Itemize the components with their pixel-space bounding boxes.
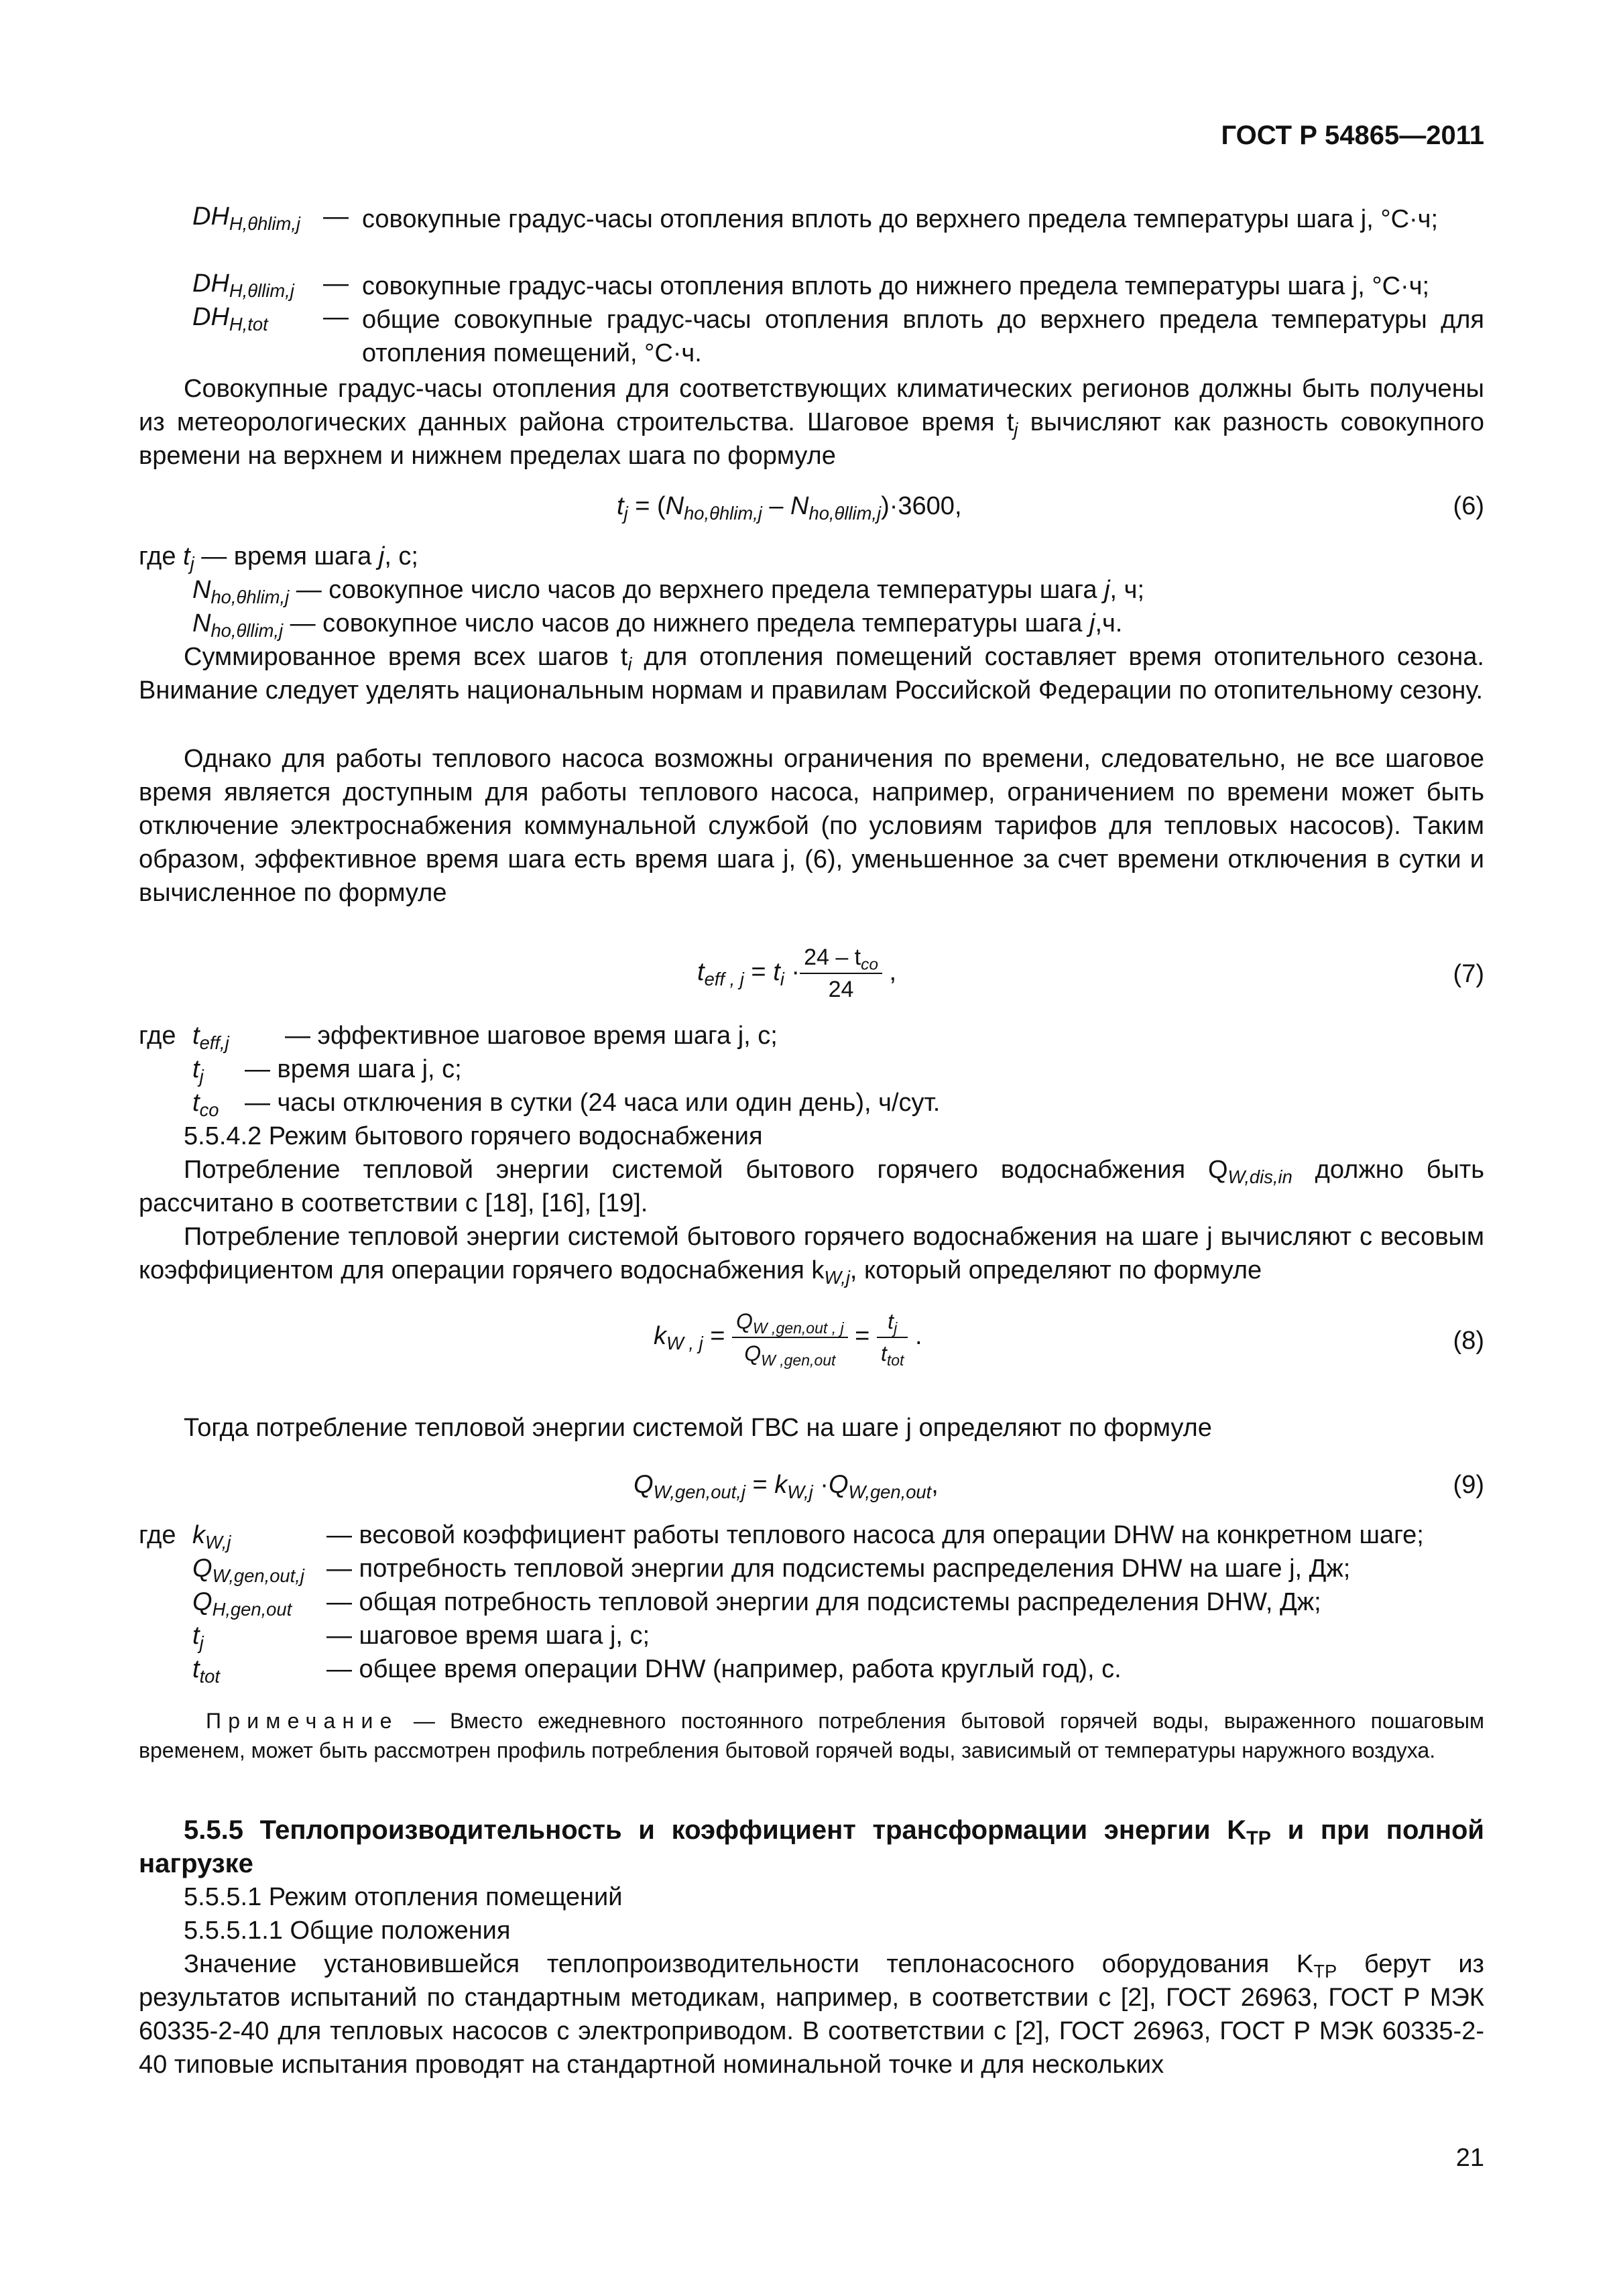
section-heading: 5.5.5 Теплопроизводительность и коэффициент трансформации энергии $K_{ТР}$ и при полной нагрузке <box>139 1815 1484 1878</box>
paragraph: Однако для работы теплового насоса возможны ограничения по времени, следовательно, не все шаговое время является доступным для работы теплового насоса, например, ограничением по времени может быть отключение электроснабжения коммунальной службой (по условиям тарифов для тепловых насосов). Таким образом, эффективное время шага есть время шага j, (6), уменьшенное за счет времени отключения в сутки и вычисленное по формуле <box>139 745 1484 907</box>
where-symbol: $t_j$ <box>192 1055 204 1087</box>
note: Примечание — Вместо ежедневного постоянного потребления бытовой горячей воды, выраженного пошаговым временем, может быть рассмотрен профиль потребления бытовой горячей воды, зависимый от температуры наружного воздуха. <box>139 1709 1484 1762</box>
document-header: ГОСТ Р 54865—2011 <box>1221 121 1484 150</box>
where-label: где <box>139 1022 176 1050</box>
where-text: — время шага j, с; <box>245 1055 462 1083</box>
where-symbol: $k_{W,j}$ <box>192 1521 231 1553</box>
equation-6: $t_j = (N_{ho,\theta hlim,j} - N_{ho,\theta llim,j})\cdot 3600$, <box>617 492 962 524</box>
where-label: где <box>139 1521 176 1549</box>
definition-dash: — <box>323 303 349 331</box>
paragraph: Потребление тепловой энергии системой бытового горячего водоснабжения на шаге j вычисляют с весовым коэффициентом для операции горячего водоснабжения $k_{W,j}$, который определяют по формуле <box>139 1223 1484 1288</box>
definition-text: совокупные градус-часы отопления вплоть до нижнего предела температуры шага j, °С·ч; <box>362 272 1430 300</box>
section-heading: 5.5.5.1 Режим отопления помещений <box>184 1883 623 1911</box>
where-line: $N_{ho,\theta hlim,j}$ — совокупное число часов до верхнего предела температуры шага j, ч; <box>192 576 1145 608</box>
where-text: — шаговое время шага j, с; <box>326 1622 650 1650</box>
paragraph: Совокупные градус-часы отопления для соответствующих климатических регионов должны быть получены из метеорологических данных района строительства. Шаговое время $t_j$ вычисляют как разность совокупного времени на верхнем и нижнем пределах шага по формуле <box>139 375 1485 470</box>
paragraph: Тогда потребление тепловой энергии системой ГВС на шаге j определяют по формуле <box>184 1414 1212 1442</box>
page-number: 21 <box>1455 2144 1484 2172</box>
equation-number: (8) <box>1453 1327 1484 1355</box>
where-symbol: $t_{tot}$ <box>192 1655 220 1687</box>
definition-symbol: $DH_{H,\theta hlim,j}$ <box>192 202 300 235</box>
where-line: где $t_j$ — время шага j, с; <box>139 542 418 575</box>
definition-symbol: $DH_{H,\theta llim,j}$ <box>192 269 294 302</box>
equation-number: (7) <box>1453 960 1484 988</box>
section-heading: 5.5.4.2 Режим бытового горячего водоснабжения <box>184 1122 763 1150</box>
equation-7: $t_{eff , j} = t_i$ · $\frac{24 - t_{co}}{24}$ , <box>697 942 896 1005</box>
note-label: Примечание <box>206 1709 399 1733</box>
where-text: — общая потребность тепловой энергии для подсистемы распределения DHW, Дж; <box>326 1588 1321 1616</box>
where-symbol: $Q_{W,gen,out,j}$ <box>192 1555 304 1587</box>
definition-symbol: $DH_{H,tot}$ <box>192 303 268 335</box>
fraction: $\frac{t_j}{t_{tot}}$ <box>877 1306 908 1369</box>
where-text: — весовой коэффициент работы теплового насоса для операции DHW на конкретном шаге; <box>326 1521 1424 1549</box>
definition-text: совокупные градус-часы отопления вплоть до верхнего предела температуры шага j, °С·ч; <box>362 205 1439 233</box>
where-line: $N_{ho,\theta llim,j}$ — совокупное число часов до нижнего предела температуры шага j,ч. <box>192 609 1123 642</box>
equation-9: $Q_{W,gen,out,j} = k_{W,j} \cdot Q_{W,gen,out}$, <box>634 1471 939 1503</box>
paragraph: Значение установившейся теплопроизводительности теплонасосного оборудования $K_{ТР}$ берут из результатов испытаний по стандартным методикам, например, в соответствии с [2], ГОСТ 26963, ГОСТ Р МЭК 60335-2-40 для тепловых насосов с электроприводом. В соответствии с [2], ГОСТ 26963, ГОСТ Р МЭК 60335-2-40 типовые испытания проводят на стандартной номинальной точке и для нескольких <box>139 1950 1484 2079</box>
section-heading: 5.5.5.1.1 Общие положения <box>184 1917 511 1945</box>
where-symbol: $t_{eff,j}$ <box>192 1022 229 1054</box>
paragraph: Суммированное время всех шагов $t_i$ для отопления помещений составляет время отопительного сезона. Внимание следует уделять национальным нормам и правилам Российской Федерации по отопительному сезону. <box>139 643 1484 705</box>
where-text: — общее время операции DHW (например, работа круглый год), с. <box>326 1655 1122 1683</box>
definition-text: общие совокупные градус-часы отопления вплоть до верхнего предела температуры для отопления помещений, °С·ч. <box>362 306 1484 367</box>
definition-dash: — <box>323 202 349 231</box>
equation-number: (9) <box>1453 1471 1484 1499</box>
where-symbol: $t_{co}$ <box>192 1089 219 1121</box>
fraction: $\frac{Q_{W ,gen,out , j}}{Q_{W ,gen,out}}$ <box>732 1306 848 1369</box>
where-symbol: $Q_{H,gen,out}$ <box>192 1588 292 1620</box>
where-text: — потребность тепловой энергии для подсистемы распределения DHW на шаге j, Дж; <box>326 1555 1351 1583</box>
where-text: — часы отключения в сутки (24 часа или один день), ч/сут. <box>245 1089 941 1117</box>
where-symbol: $t_j$ <box>192 1622 204 1654</box>
where-text: — эффективное шаговое время шага j, с; <box>285 1022 778 1050</box>
equation-number: (6) <box>1453 492 1484 520</box>
paragraph: Потребление тепловой энергии системой бытового горячего водоснабжения $Q_{W,dis,in}$ должно быть рассчитано в соответствии с [18], [16], [19]. <box>139 1156 1485 1217</box>
equation-8: $k_{W , j}$ = $\frac{Q_{W ,gen,out , j}}{Q_{W ,gen,out}}$ = $\frac{t_j}{t_{tot}}$ . <box>654 1306 922 1369</box>
fraction: $\frac{24 - t_{co}}{24}$ <box>800 942 882 1005</box>
definition-dash: — <box>323 269 349 298</box>
